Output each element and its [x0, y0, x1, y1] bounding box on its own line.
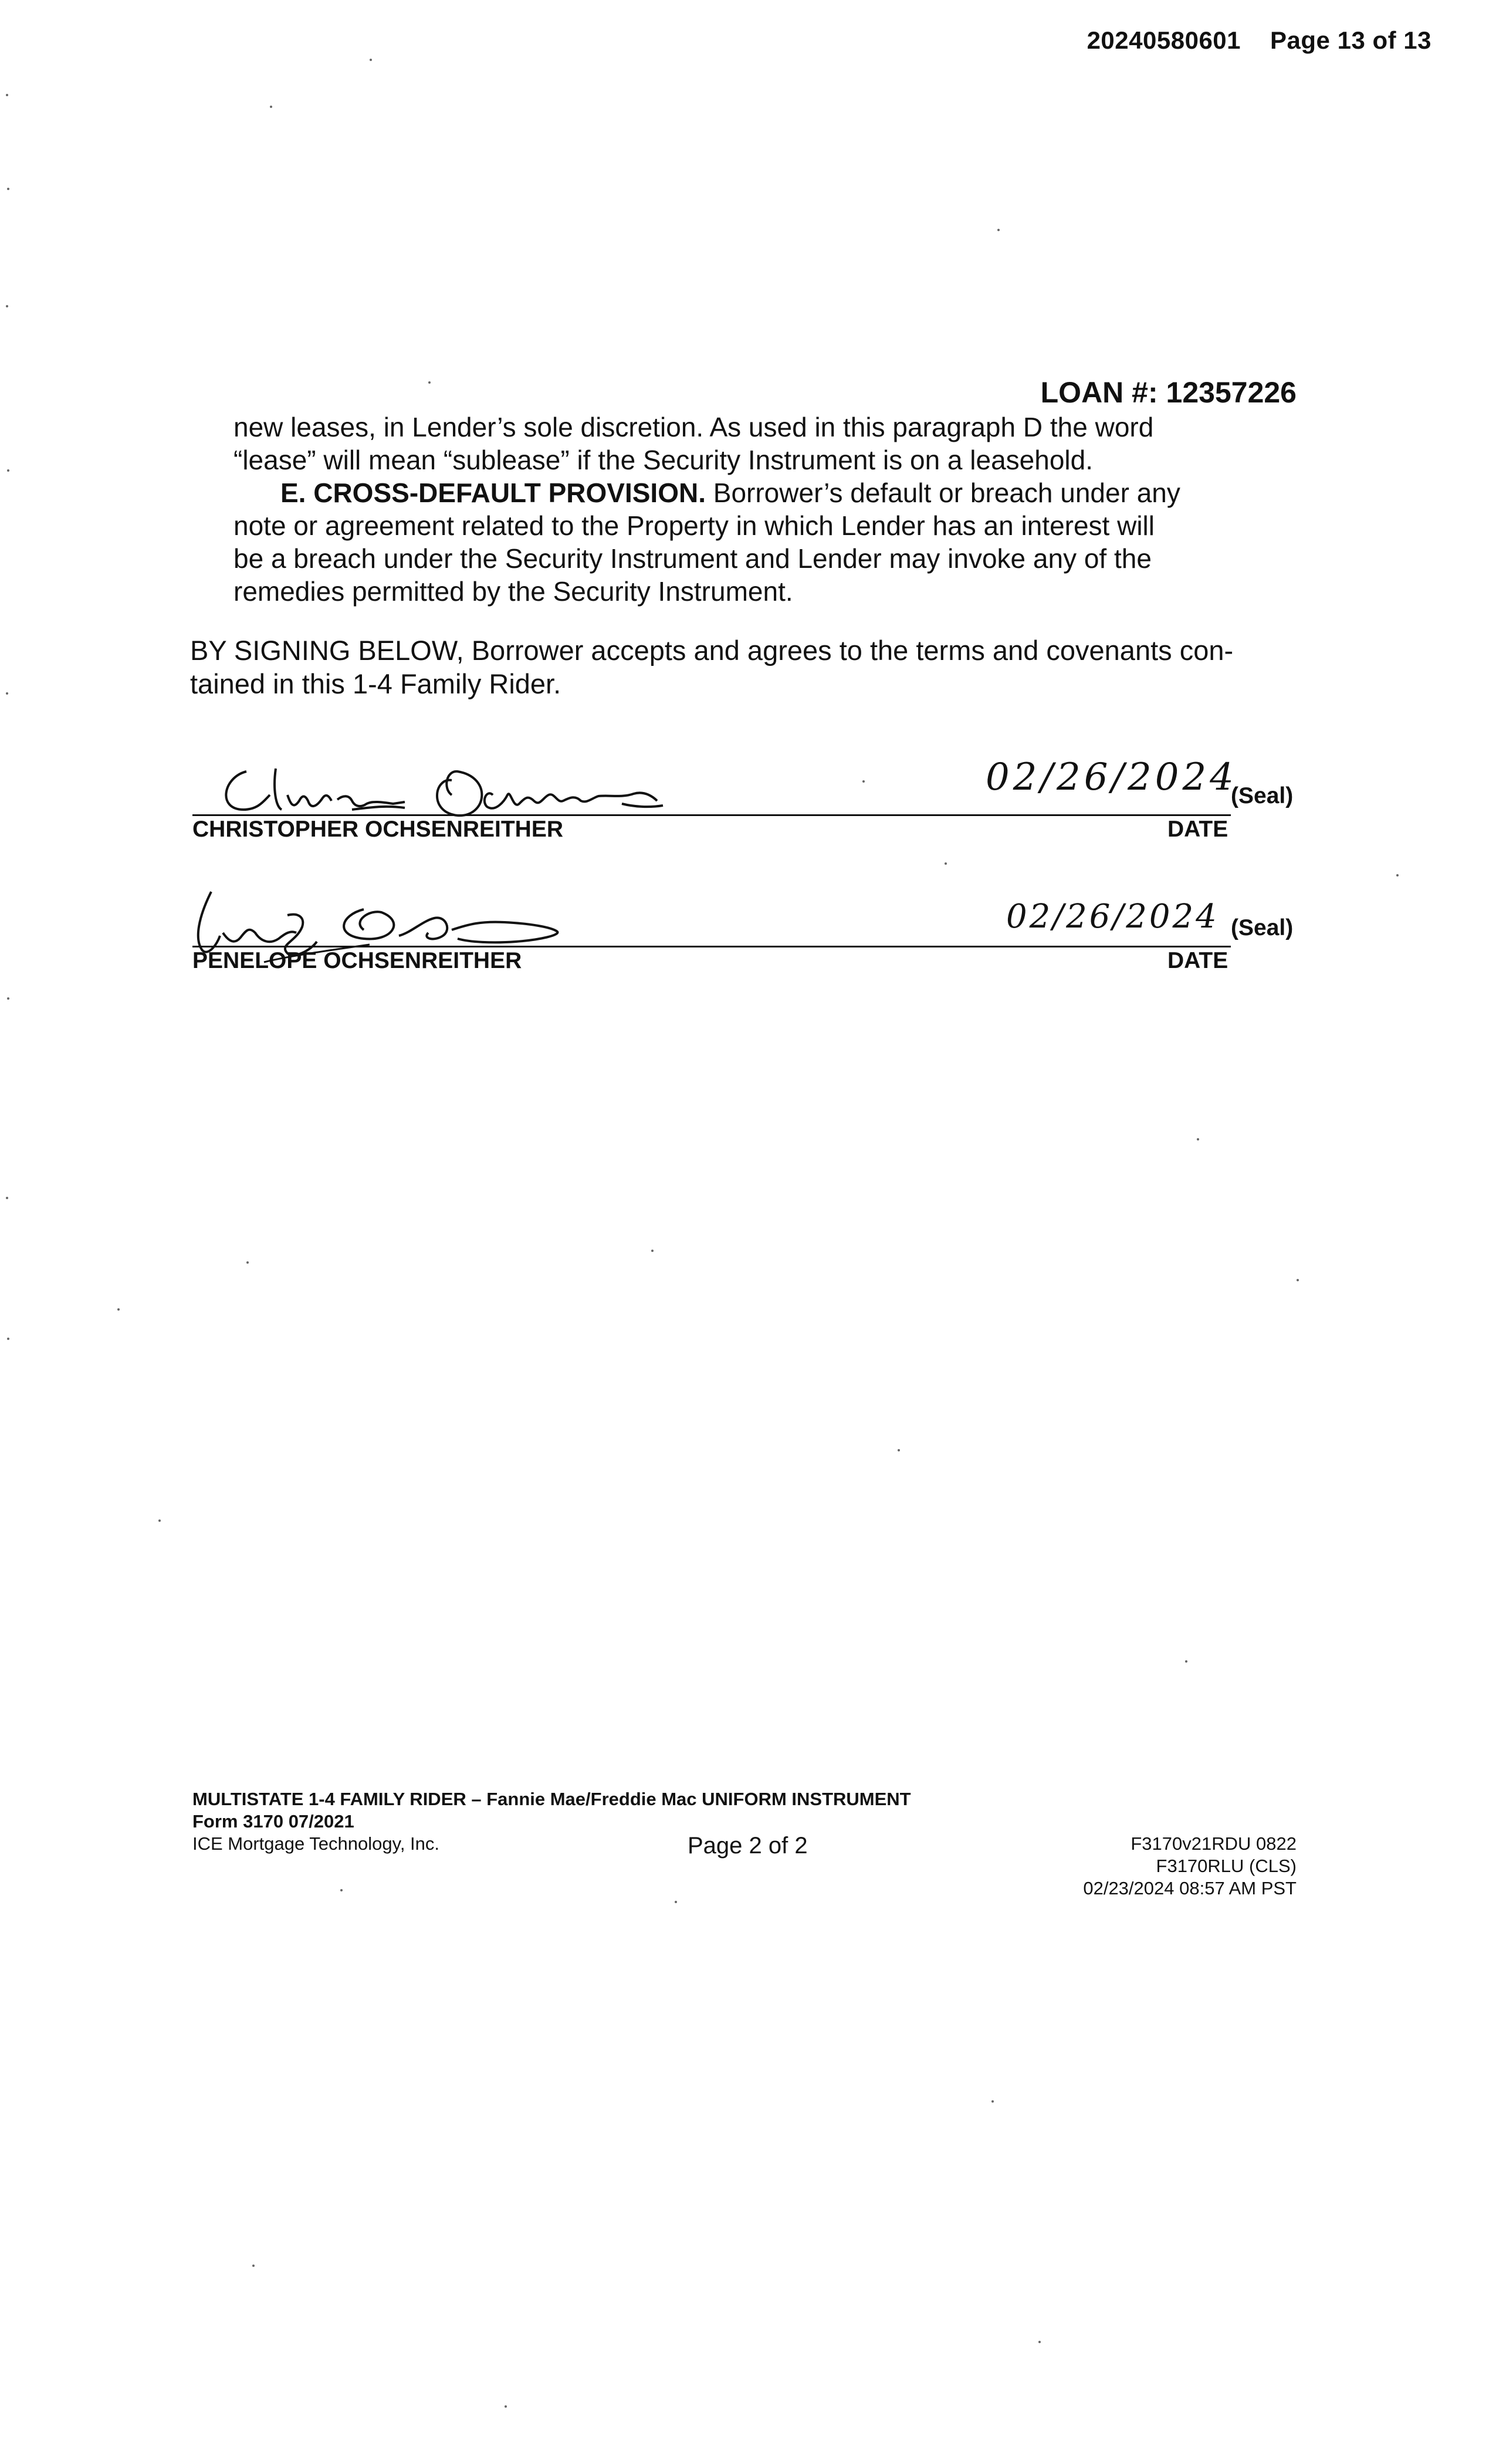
- text-line: E. CROSS-DEFAULT PROVISION. Borrower’s default or breach under any: [280, 478, 1180, 508]
- handwritten-date-1: 02/26/2024: [986, 756, 1237, 799]
- text-line: tained in this 1-4 Family Rider.: [190, 668, 561, 699]
- text-line: “lease” will mean “sublease” if the Security Instrument is on a leasehold.: [233, 445, 1094, 475]
- signer-name: CHRISTOPHER OCHSENREITHER: [192, 817, 564, 842]
- date-label: DATE: [1167, 817, 1228, 842]
- signer-name: PENELOPE OCHSENREITHER: [192, 948, 522, 973]
- seal-label: (Seal): [1231, 783, 1294, 808]
- footer-page-number: Page 2 of 2: [688, 1833, 808, 1859]
- form-code: F3170v21RDU 0822: [1131, 1833, 1297, 1854]
- form-title: MULTISTATE 1-4 FAMILY RIDER – Fannie Mae/Freddie Mac UNIFORM INSTRUMENT: [192, 1789, 911, 1809]
- handwritten-date-2: 02/26/2024: [1006, 898, 1219, 936]
- signature-line: [192, 814, 1231, 816]
- text-line: BY SIGNING BELOW, Borrower accepts and agrees to the terms and covenants con-: [190, 635, 1234, 666]
- text-line: new leases, in Lender’s sole discretion. As used in this paragraph D the word: [233, 412, 1154, 442]
- signature-line: [192, 946, 1231, 947]
- signing-statement: [190, 634, 1293, 700]
- document-number: 20240580601: [1087, 26, 1241, 54]
- print-timestamp: 02/23/2024 08:57 AM PST: [1083, 1878, 1297, 1898]
- date-label: DATE: [1167, 948, 1228, 973]
- company-name: ICE Mortgage Technology, Inc.: [192, 1833, 440, 1854]
- form-code: F3170RLU (CLS): [1156, 1856, 1297, 1876]
- form-number: Form 3170 07/2021: [192, 1811, 354, 1832]
- page-header: [1087, 26, 1431, 55]
- text-line: remedies permitted by the Security Instrument.: [233, 576, 793, 607]
- loan-number: LOAN #: 12357226: [1040, 376, 1297, 409]
- seal-label: (Seal): [1231, 915, 1294, 940]
- paragraph-d-continuation: [233, 411, 1289, 476]
- text-line: note or agreement related to the Property in which Lender has an interest will: [233, 510, 1155, 541]
- signature-christopher: [211, 754, 751, 824]
- page-count: Page 13 of 13: [1270, 26, 1431, 54]
- text-line: be a breach under the Security Instrument and Lender may invoke any of the: [233, 543, 1152, 574]
- paragraph-e: [233, 476, 1289, 608]
- section-title: E. CROSS-DEFAULT PROVISION.: [280, 478, 706, 508]
- form-codes: [1083, 1833, 1297, 1900]
